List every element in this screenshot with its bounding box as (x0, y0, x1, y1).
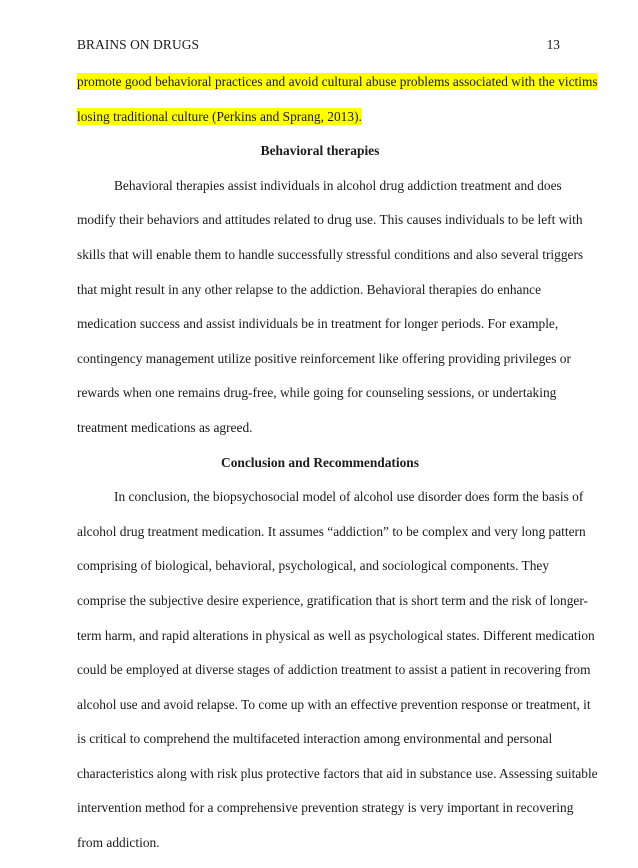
paragraph-line (77, 72, 598, 107)
section-heading-behavioral-therapies: Behavioral therapies (260, 143, 380, 159)
paragraph-line (77, 107, 563, 142)
body-text (77, 72, 598, 868)
highlighted-text: promote good behavioral practices and avoid cultural abuse problems associated with the victims (77, 74, 598, 89)
paragraph-line: comprise the subjective desire experience, gratification that is short term and the risk of longer- (77, 592, 589, 608)
paragraph-line: could be employed at diverse stages of addiction treatment to assist a patient in recovering from (77, 662, 591, 678)
paragraph-line: medication success and assist individuals be in treatment for longer periods. For example, (77, 316, 559, 332)
section-heading-conclusion: Conclusion and Recommendations (221, 454, 419, 470)
paragraph-line: alcohol use and avoid relapse. To come up with an effective prevention response or treatment, it (77, 696, 591, 712)
paragraph-line: skills that will enable them to handle successfully stressful conditions and also several triggers (77, 246, 584, 262)
paragraph-line: that might result in any other relapse to the addiction. Behavioral therapies do enhance (77, 281, 542, 297)
paragraph-line: intervention method for a comprehensive prevention strategy is very important in recovering (77, 800, 574, 816)
paragraph-line: treatment medications as agreed. (77, 419, 253, 435)
paragraph-line: Behavioral therapies assist individuals in alcohol drug addiction treatment and does (114, 177, 562, 193)
paragraph-line: characteristics along with risk plus protective factors that aid in substance use. Assessing suitable (77, 765, 598, 781)
paragraph-line: comprising of biological, behavioral, psychological, and sociological components. They (77, 558, 550, 574)
paragraph-line: In conclusion, the biopsychosocial model of alcohol use disorder does form the basis of (114, 489, 584, 505)
paragraph-line: alcohol drug treatment medication. It assumes “addiction” to be complex and very long pattern (77, 523, 586, 539)
paragraph-line: is critical to comprehend the multifaceted interaction among environmental and personal (77, 731, 553, 747)
paragraph-line: term harm, and rapid alterations in physical as well as psychological states. Different medication (77, 627, 595, 643)
paragraph-line: modify their behaviors and attitudes related to drug use. This causes individuals to be left with (77, 212, 583, 228)
page-number: 13 (546, 37, 560, 52)
running-head: BRAINS ON DRUGS (77, 37, 200, 52)
paragraph-line: contingency management utilize positive reinforcement like offering providing privileges or (77, 350, 571, 366)
paragraph-line: rewards when one remains drug-free, while going for counseling sessions, or undertaking (77, 385, 557, 401)
highlighted-text: losing traditional culture (Perkins and Sprang, 2013). (77, 108, 362, 124)
paragraph-line: from addiction. (77, 835, 160, 851)
